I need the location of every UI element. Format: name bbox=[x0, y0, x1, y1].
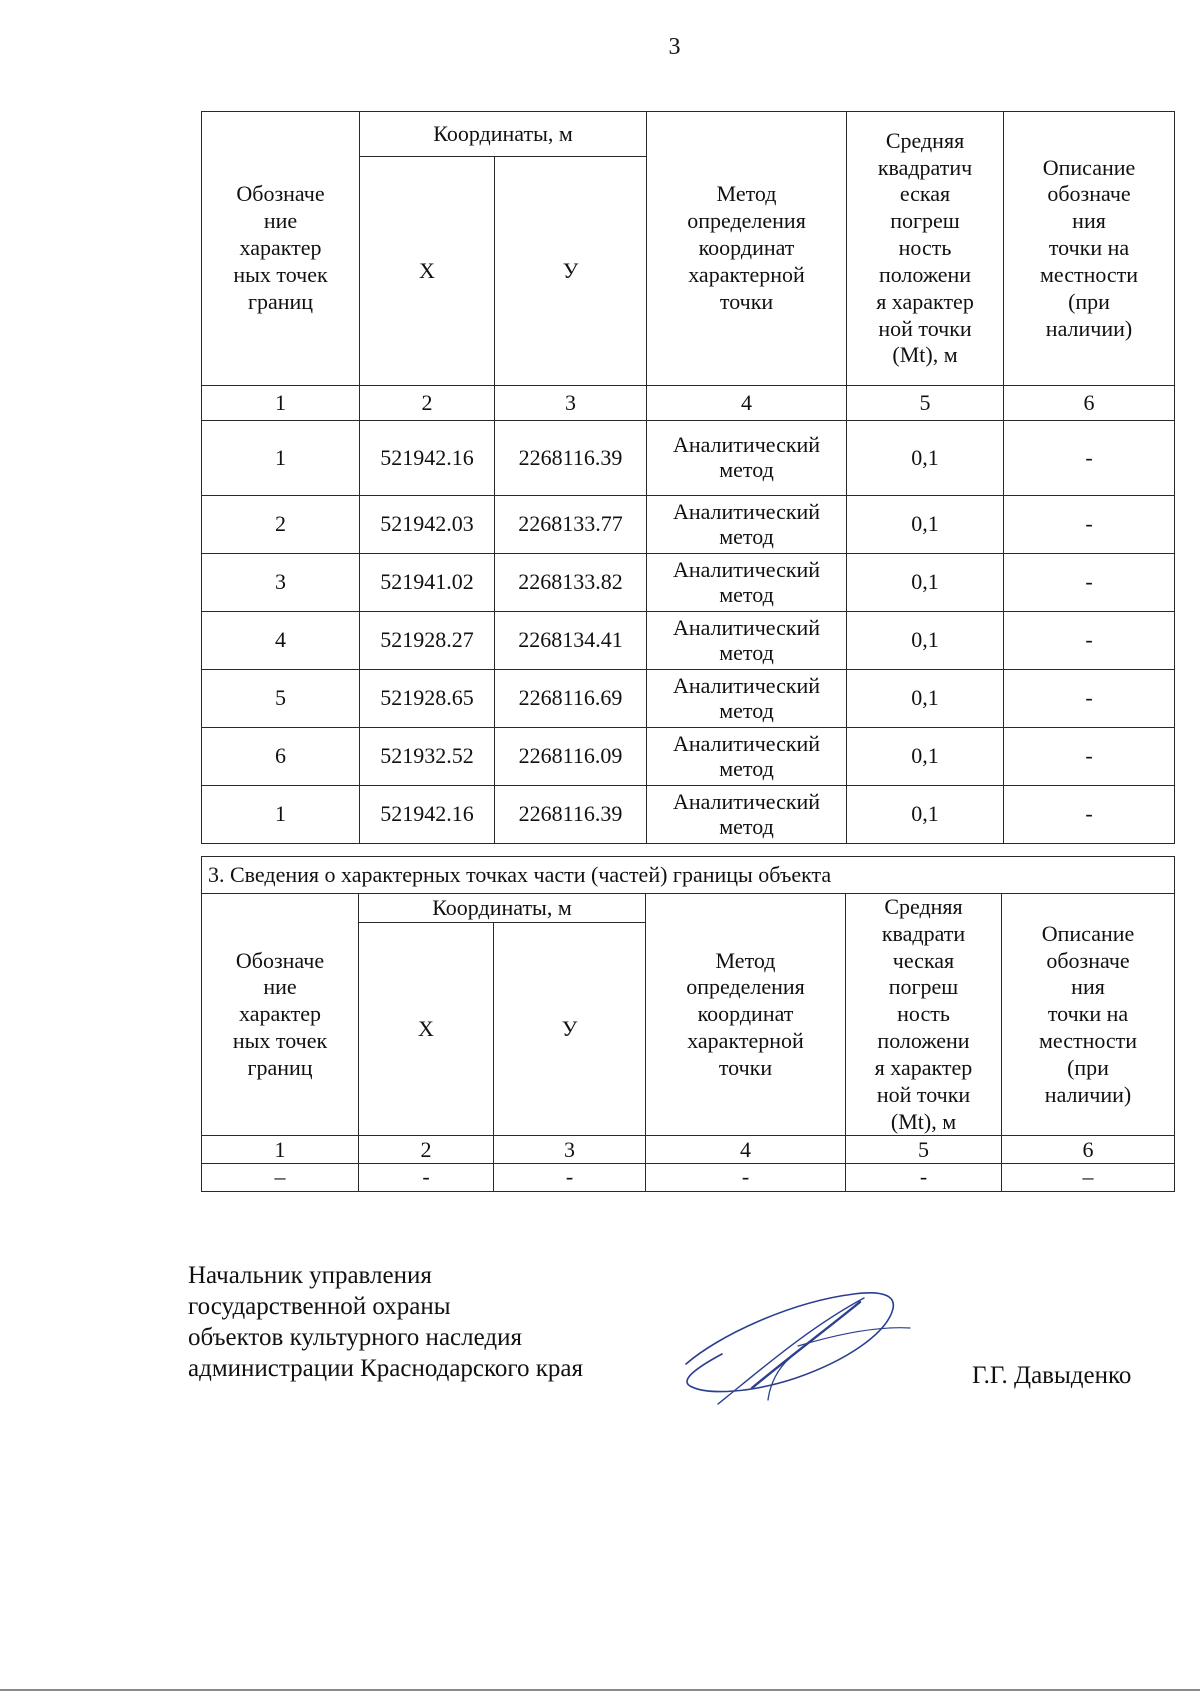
point-y: 2268116.39 bbox=[495, 421, 647, 496]
point-id: 5 bbox=[202, 670, 360, 728]
handwritten-signature bbox=[678, 1288, 918, 1418]
point-id: 3 bbox=[202, 554, 360, 612]
header-x: Х bbox=[359, 923, 494, 1136]
point-method: Аналитический метод bbox=[647, 612, 847, 670]
coordinates-table bbox=[201, 111, 1175, 844]
point-mt: 0,1 bbox=[847, 612, 1004, 670]
point-description: - bbox=[1004, 670, 1175, 728]
point-y: 2268116.69 bbox=[495, 670, 647, 728]
point-y: 2268133.77 bbox=[495, 496, 647, 554]
point-y: 2268116.09 bbox=[495, 728, 647, 786]
section3-title: 3. Сведения о характерных точках части (частей) границы объекта bbox=[202, 857, 1175, 894]
table-row bbox=[202, 670, 1175, 728]
header-mean-error: Средняя квадратич еская погреш ность положени я характер ной точки (Mt), м bbox=[847, 112, 1004, 386]
column-number: 3 bbox=[495, 386, 647, 421]
column-number: 4 bbox=[647, 386, 847, 421]
point-mt: 0,1 bbox=[847, 728, 1004, 786]
header-method: Метод определения координат характерной точки bbox=[646, 894, 846, 1136]
point-mt: 0,1 bbox=[847, 670, 1004, 728]
column-number: 6 bbox=[1002, 1136, 1175, 1164]
point-description: - bbox=[1004, 612, 1175, 670]
point-id: 2 bbox=[202, 496, 360, 554]
header-designation: Обозначе ние характер ных точек границ bbox=[202, 112, 360, 386]
point-id: 6 bbox=[202, 728, 360, 786]
table-row bbox=[202, 786, 1175, 844]
header-coordinates: Координаты, м bbox=[360, 112, 647, 157]
column-number: 3 bbox=[494, 1136, 646, 1164]
column-number: 2 bbox=[359, 1136, 494, 1164]
position-line: Начальник управления bbox=[188, 1262, 432, 1289]
header-description: Описание обозначе ния точки на местности (при наличии) bbox=[1002, 894, 1175, 1136]
column-number: 1 bbox=[202, 1136, 359, 1164]
point-method: Аналитический метод bbox=[647, 728, 847, 786]
empty-cell: - bbox=[494, 1164, 646, 1192]
point-mt: 0,1 bbox=[847, 421, 1004, 496]
empty-cell: – bbox=[202, 1164, 359, 1192]
header-y: У bbox=[494, 923, 646, 1136]
column-number: 4 bbox=[646, 1136, 846, 1164]
signature-stroke bbox=[686, 1293, 893, 1392]
point-mt: 0,1 bbox=[847, 554, 1004, 612]
point-x: 521942.16 bbox=[360, 421, 495, 496]
point-method: Аналитический метод bbox=[647, 496, 847, 554]
point-method: Аналитический метод bbox=[647, 786, 847, 844]
point-description: - bbox=[1004, 786, 1175, 844]
point-description: - bbox=[1004, 728, 1175, 786]
signatory-position bbox=[188, 1260, 583, 1384]
point-mt: 0,1 bbox=[847, 496, 1004, 554]
point-x: 521941.02 bbox=[360, 554, 495, 612]
signature-stroke bbox=[718, 1298, 864, 1404]
point-method: Аналитический метод bbox=[647, 670, 847, 728]
column-number-row bbox=[202, 1136, 1175, 1164]
point-x: 521942.03 bbox=[360, 496, 495, 554]
column-number: 1 bbox=[202, 386, 360, 421]
point-x: 521928.65 bbox=[360, 670, 495, 728]
column-number-row bbox=[202, 386, 1175, 421]
point-x: 521932.52 bbox=[360, 728, 495, 786]
point-description: - bbox=[1004, 421, 1175, 496]
column-number: 6 bbox=[1004, 386, 1175, 421]
point-x: 521928.27 bbox=[360, 612, 495, 670]
point-y: 2268116.39 bbox=[495, 786, 647, 844]
header-y: У bbox=[495, 157, 647, 386]
position-line: объектов культурного наследия bbox=[188, 1324, 522, 1351]
point-id: 4 bbox=[202, 612, 360, 670]
empty-cell: - bbox=[359, 1164, 494, 1192]
table-row bbox=[202, 612, 1175, 670]
position-line: государственной охраны bbox=[188, 1293, 451, 1320]
header-mean-error: Средняя квадрати ческая погреш ность положени я характер ной точки (Mt), м bbox=[846, 894, 1002, 1136]
table-row bbox=[202, 728, 1175, 786]
position-line: администрации Краснодарского края bbox=[188, 1355, 584, 1382]
column-number: 2 bbox=[360, 386, 495, 421]
point-id: 1 bbox=[202, 786, 360, 844]
signature-stroke bbox=[768, 1358, 790, 1400]
point-y: 2268133.82 bbox=[495, 554, 647, 612]
table-row bbox=[202, 554, 1175, 612]
point-mt: 0,1 bbox=[847, 786, 1004, 844]
header-method: Метод определения координат характерной точки bbox=[647, 112, 847, 386]
section3-table bbox=[201, 856, 1175, 1192]
empty-cell: – bbox=[1002, 1164, 1175, 1192]
table-row bbox=[202, 1164, 1175, 1192]
point-description: - bbox=[1004, 554, 1175, 612]
page-number: 3 bbox=[668, 34, 681, 60]
point-method: Аналитический метод bbox=[647, 421, 847, 496]
column-number: 5 bbox=[846, 1136, 1002, 1164]
point-x: 521942.16 bbox=[360, 786, 495, 844]
point-id: 1 bbox=[202, 421, 360, 496]
point-description: - bbox=[1004, 496, 1175, 554]
empty-cell: - bbox=[646, 1164, 846, 1192]
bottom-rule bbox=[0, 1689, 1200, 1691]
header-designation: Обозначе ние характер ных точек границ bbox=[202, 894, 359, 1136]
signatory-name: Г.Г. Давыденко bbox=[972, 1362, 1132, 1389]
header-coordinates: Координаты, м bbox=[359, 894, 646, 923]
empty-cell: - bbox=[846, 1164, 1002, 1192]
point-y: 2268134.41 bbox=[495, 612, 647, 670]
table-row bbox=[202, 421, 1175, 496]
header-x: Х bbox=[360, 157, 495, 386]
column-number: 5 bbox=[847, 386, 1004, 421]
table-row bbox=[202, 496, 1175, 554]
point-method: Аналитический метод bbox=[647, 554, 847, 612]
header-description: Описание обозначе ния точки на местности (при наличии) bbox=[1004, 112, 1175, 386]
